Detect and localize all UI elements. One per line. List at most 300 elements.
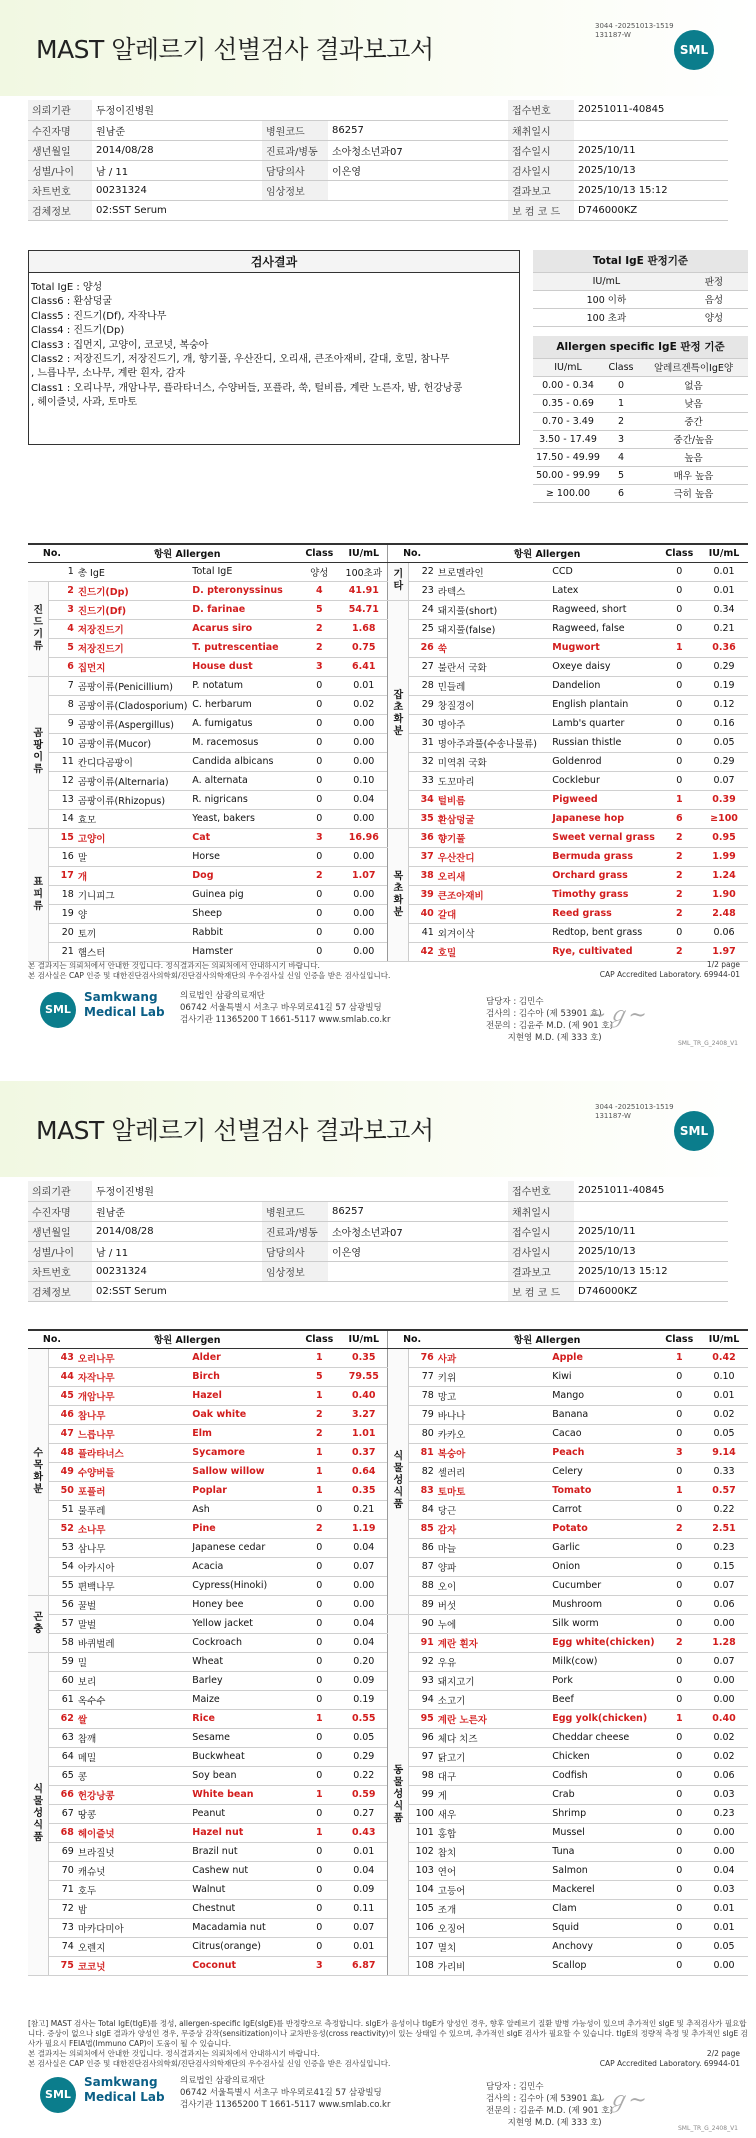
specimen-label: 검체정보 bbox=[28, 1281, 92, 1301]
allergen-value: 0.23 bbox=[700, 1538, 748, 1557]
allergen-korean-name: 곰팡이류(Aspergillus) bbox=[76, 714, 190, 733]
birth-value: 2014/08/28 bbox=[92, 140, 262, 160]
allergen-english-name: Banana bbox=[550, 1405, 658, 1424]
allergen-class: 3 bbox=[299, 657, 341, 676]
receipt-date-label: 접수일시 bbox=[508, 1221, 574, 1241]
test-date-label: 검사일시 bbox=[508, 160, 574, 180]
allergen-english-name: Alder bbox=[190, 1348, 298, 1367]
sml-logo: SML bbox=[674, 1111, 714, 1151]
allergen-number: 34 bbox=[409, 790, 436, 809]
allergen-class: 0 bbox=[299, 1899, 341, 1918]
allergen-class: 0 bbox=[658, 1766, 700, 1785]
allergen-english-name: Mushroom bbox=[550, 1595, 658, 1614]
doctor-value: 이은영 bbox=[328, 160, 508, 180]
allergen-english-name: Pine bbox=[190, 1519, 298, 1538]
allergen-value: 0.36 bbox=[700, 638, 748, 657]
allergen-number: 35 bbox=[409, 809, 436, 828]
specific-ige-col-class: Class bbox=[603, 358, 639, 376]
allergen-class: 0 bbox=[299, 1842, 341, 1861]
allergen-class: 1 bbox=[299, 1348, 341, 1367]
storage-value: D746000KZ bbox=[574, 1281, 728, 1301]
sex-age-value: 남 / 11 bbox=[92, 1241, 262, 1261]
allergen-korean-name: 옥수수 bbox=[76, 1690, 190, 1709]
allergen-korean-name: 버섯 bbox=[436, 1595, 550, 1614]
allergen-korean-name: 카카오 bbox=[436, 1424, 550, 1443]
allergen-number: 47 bbox=[49, 1424, 76, 1443]
allergen-value: 0.01 bbox=[700, 1899, 748, 1918]
patient-info-table bbox=[28, 100, 728, 221]
allergen-value: 2.51 bbox=[700, 1519, 748, 1538]
allergen-value: 0.15 bbox=[700, 1557, 748, 1576]
allergen-value: 0.01 bbox=[340, 676, 388, 695]
allergen-number: 92 bbox=[409, 1652, 436, 1671]
allergen-english-name: Mugwort bbox=[550, 638, 658, 657]
allergen-english-name: Hazel bbox=[190, 1386, 298, 1405]
allergen-value: 0.04 bbox=[340, 1538, 388, 1557]
criteria-cell: 2 bbox=[603, 412, 639, 430]
allergen-class: 0 bbox=[658, 1405, 700, 1424]
allergen-number: 105 bbox=[409, 1899, 436, 1918]
allergen-value: 0.07 bbox=[700, 1652, 748, 1671]
allergen-class: 0 bbox=[299, 1614, 341, 1633]
allergen-number: 36 bbox=[409, 828, 436, 847]
allergen-english-name: Tomato bbox=[550, 1481, 658, 1500]
allergen-value: 0.04 bbox=[340, 1633, 388, 1652]
allergen-number: 5 bbox=[49, 638, 76, 657]
header-no: No. bbox=[28, 1330, 76, 1348]
criteria-cell: 높음 bbox=[639, 448, 748, 466]
allergen-class: 1 bbox=[299, 1823, 341, 1842]
notice-line-2: 본 검사실은 CAP 인증 및 대한진단검사의학회/진단검사의학재단의 우수검사실 신임 인증을 받은 검사실입니다. bbox=[28, 971, 391, 980]
result-line: , 헤이즐넛, 사과, 토마토 bbox=[31, 397, 138, 409]
allergen-class: 0 bbox=[299, 714, 341, 733]
allergen-english-name: Scallop bbox=[550, 1956, 658, 1975]
criteria-cell: 4 bbox=[603, 448, 639, 466]
specific-ige-criteria-row bbox=[533, 430, 748, 448]
chart-value: 00231324 bbox=[92, 180, 262, 200]
allergen-value: 0.21 bbox=[340, 1500, 388, 1519]
allergen-korean-name: 도꼬마리 bbox=[436, 771, 550, 790]
allergen-number: 31 bbox=[409, 733, 436, 752]
page-number bbox=[600, 960, 740, 980]
allergen-class: 0 bbox=[658, 1842, 700, 1861]
hospital-code-value: 86257 bbox=[328, 1201, 508, 1221]
allergen-korean-name: 저장진드기 bbox=[76, 638, 190, 657]
allergen-english-name: Bermuda grass bbox=[550, 847, 658, 866]
header-allergen: 항원 Allergen bbox=[436, 544, 659, 562]
allergen-class: 0 bbox=[658, 1462, 700, 1481]
result-line: Class3 : 집먼지, 고양이, 코코넛, 복숭아 bbox=[31, 339, 209, 351]
allergen-korean-name: 곰팡이류(Alternaria) bbox=[76, 771, 190, 790]
total-ige-criteria-row bbox=[533, 308, 748, 326]
allergen-class: 0 bbox=[299, 1671, 341, 1690]
allergen-english-name: House dust bbox=[190, 657, 298, 676]
allergen-number: 85 bbox=[409, 1519, 436, 1538]
allergen-value: 2.48 bbox=[700, 904, 748, 923]
allergen-korean-name: 물푸레 bbox=[76, 1500, 190, 1519]
allergen-value: 0.33 bbox=[700, 1462, 748, 1481]
allergen-korean-name: 포플러 bbox=[76, 1481, 190, 1500]
allergen-english-name: Macadamia nut bbox=[190, 1918, 298, 1937]
allergen-number: 7 bbox=[49, 676, 76, 695]
criteria-cell: 0.70 - 3.49 bbox=[533, 412, 603, 430]
allergen-number: 102 bbox=[409, 1842, 436, 1861]
allergen-number: 1 bbox=[28, 562, 76, 581]
allergen-english-name: Horse bbox=[190, 847, 298, 866]
allergen-number: 27 bbox=[409, 657, 436, 676]
allergen-class: 0 bbox=[299, 1690, 341, 1709]
clinical-value bbox=[328, 180, 508, 200]
allergen-number: 15 bbox=[49, 828, 76, 847]
criteria-cell: 음성 bbox=[680, 290, 748, 308]
allergen-number: 29 bbox=[409, 695, 436, 714]
allergen-korean-name: 쌀 bbox=[76, 1709, 190, 1728]
allergen-class: 0 bbox=[658, 752, 700, 771]
allergen-value: 0.01 bbox=[340, 1937, 388, 1956]
result-line: Class4 : 진드기(Dp) bbox=[31, 325, 125, 337]
allergen-class: 0 bbox=[299, 904, 341, 923]
allergen-class: 4 bbox=[299, 581, 341, 600]
allergen-class: 2 bbox=[299, 619, 341, 638]
allergen-english-name: Buckwheat bbox=[190, 1747, 298, 1766]
lab-footer bbox=[28, 984, 748, 1054]
allergen-class: 0 bbox=[658, 1595, 700, 1614]
allergen-number: 32 bbox=[409, 752, 436, 771]
allergen-number: 25 bbox=[409, 619, 436, 638]
signature-mark: ~ℊ~ bbox=[588, 2088, 647, 2113]
allergen-english-name: Walnut bbox=[190, 1880, 298, 1899]
total-ige-criteria-row bbox=[533, 290, 748, 308]
allergen-class: 0 bbox=[658, 1747, 700, 1766]
allergen-english-name: Sallow willow bbox=[190, 1462, 298, 1481]
allergen-english-name: CCD bbox=[550, 562, 658, 581]
allergen-value: 0.04 bbox=[700, 1861, 748, 1880]
allergen-class: 3 bbox=[658, 1443, 700, 1462]
sml-logo: SML bbox=[674, 30, 714, 70]
specific-ige-criteria-row bbox=[533, 394, 748, 412]
cap-accreditation: CAP Accredited Laboratory. 69944-01 bbox=[599, 2059, 740, 2068]
allergen-number: 99 bbox=[409, 1785, 436, 1804]
allergen-value: 1.07 bbox=[340, 866, 388, 885]
allergen-number: 13 bbox=[49, 790, 76, 809]
allergen-class: 양성 bbox=[299, 562, 341, 581]
allergen-number: 72 bbox=[49, 1899, 76, 1918]
allergen-english-name: Rye, cultivated bbox=[550, 942, 658, 961]
allergen-english-name: Brazil nut bbox=[190, 1842, 298, 1861]
allergen-number: 62 bbox=[49, 1709, 76, 1728]
allergen-korean-name: 쑥 bbox=[436, 638, 550, 657]
allergen-value: 0.42 bbox=[700, 1348, 748, 1367]
allergen-class: 0 bbox=[299, 1633, 341, 1652]
allergen-english-name: Poplar bbox=[190, 1481, 298, 1500]
allergen-english-name: White bean bbox=[190, 1785, 298, 1804]
allergen-korean-name: 콩 bbox=[76, 1766, 190, 1785]
allergen-english-name: Cheddar cheese bbox=[550, 1728, 658, 1747]
allergen-korean-name: 미역취 국화 bbox=[436, 752, 550, 771]
allergen-number: 4 bbox=[49, 619, 76, 638]
allergen-korean-name: 마늘 bbox=[436, 1538, 550, 1557]
allergen-english-name: Honey bee bbox=[190, 1595, 298, 1614]
receipt-date-value: 2025/10/11 bbox=[574, 1221, 728, 1241]
result-summary-lines bbox=[29, 273, 519, 411]
category-label: 식물성식품 bbox=[388, 1348, 409, 1614]
allergen-number: 80 bbox=[409, 1424, 436, 1443]
criteria-cell: 극히 높음 bbox=[639, 484, 748, 502]
name-label: 수진자명 bbox=[28, 120, 92, 140]
allergen-value: 0.07 bbox=[700, 1576, 748, 1595]
category-label: 표피류 bbox=[28, 828, 49, 961]
allergen-value: 6.41 bbox=[340, 657, 388, 676]
allergen-number: 51 bbox=[49, 1500, 76, 1519]
allergen-korean-name: 키위 bbox=[436, 1367, 550, 1386]
allergen-value: 0.37 bbox=[340, 1443, 388, 1462]
allergen-value: 0.22 bbox=[340, 1766, 388, 1785]
allergen-class: 1 bbox=[658, 1348, 700, 1367]
allergen-korean-name: 저장진드기 bbox=[76, 619, 190, 638]
criteria-cell: 양성 bbox=[680, 308, 748, 326]
header-unit: IU/mL bbox=[700, 1330, 748, 1348]
allergen-number: 98 bbox=[409, 1766, 436, 1785]
allergen-korean-name: 향기풀 bbox=[436, 828, 550, 847]
allergen-value: 0.03 bbox=[700, 1880, 748, 1899]
collect-date-value bbox=[574, 1201, 728, 1221]
birth-label: 생년월일 bbox=[28, 1221, 92, 1241]
header-unit: IU/mL bbox=[340, 544, 388, 562]
allergen-korean-name: 곰팡이류(Rhizopus) bbox=[76, 790, 190, 809]
allergen-value: 0.05 bbox=[700, 733, 748, 752]
allergen-class: 6 bbox=[658, 809, 700, 828]
allergen-english-name: Ragweed, short bbox=[550, 600, 658, 619]
allergen-value: 0.02 bbox=[340, 695, 388, 714]
name-value: 원남준 bbox=[92, 120, 262, 140]
allergen-class: 0 bbox=[299, 1918, 341, 1937]
allergen-korean-name: 브라질넛 bbox=[76, 1842, 190, 1861]
allergen-english-name: P. notatum bbox=[190, 676, 298, 695]
allergen-number: 57 bbox=[49, 1614, 76, 1633]
allergen-english-name: Silk worm bbox=[550, 1614, 658, 1633]
specific-ige-col-unit: IU/mL bbox=[533, 358, 603, 376]
allergen-value: 0.07 bbox=[340, 1918, 388, 1937]
allergen-english-name: Codfish bbox=[550, 1766, 658, 1785]
allergen-english-name: Citrus(orange) bbox=[190, 1937, 298, 1956]
allergen-value: 0.00 bbox=[340, 942, 388, 961]
allergen-number: 93 bbox=[409, 1671, 436, 1690]
allergen-english-name: Beef bbox=[550, 1690, 658, 1709]
allergen-value: 6.87 bbox=[340, 1956, 388, 1975]
reference-note-text: [참고] MAST 검사는 Total IgE(tIgE)를 정성, allergen-specific IgE(sIgE)를 반정량으로 측정합니다. sIgE가 음성이나 tIgE가 양성인 경우, 향후 알레르기 질환 발병 가능성이 있으며 추가적인 sIgE 및 추적검사가 필요합니다. 증상이 없으나 sIgE 결과가 양성인 경우, 무증상 감작(sensitization)이나 교차반응성(cross reactivity)이 있는 상태일 수 있으며, 추가적인 sIgE 검사가 필요할 수 있습니다. tIgE의 정량적 측정 및 추가적인 sIgE 검사가 필요시 FEIA법(Immuno CAP)이 도움이 될 수 있습니다. bbox=[28, 2019, 748, 2048]
allergen-english-name: Sesame bbox=[190, 1728, 298, 1747]
allergen-korean-name: 헤이즐넛 bbox=[76, 1823, 190, 1842]
allergen-value: 0.43 bbox=[340, 1823, 388, 1842]
allergen-english-name: Acacia bbox=[190, 1557, 298, 1576]
allergen-korean-name: 진드기(Dp) bbox=[76, 581, 190, 600]
allergen-value: 1.68 bbox=[340, 619, 388, 638]
allergen-english-name: Total IgE bbox=[190, 562, 298, 581]
criteria-cell: 중간 bbox=[639, 412, 748, 430]
institution-value: 두정이진병원 bbox=[92, 1181, 508, 1201]
chart-label: 차트번호 bbox=[28, 180, 92, 200]
allergen-number: 17 bbox=[49, 866, 76, 885]
allergen-value: 0.04 bbox=[340, 790, 388, 809]
allergen-english-name: R. nigricans bbox=[190, 790, 298, 809]
allergen-value: 16.96 bbox=[340, 828, 388, 847]
allergen-number: 19 bbox=[49, 904, 76, 923]
allergen-class: 0 bbox=[658, 562, 700, 581]
allergen-english-name: Milk(cow) bbox=[550, 1652, 658, 1671]
allergen-korean-name: 오이 bbox=[436, 1576, 550, 1595]
allergen-class: 0 bbox=[299, 771, 341, 790]
allergen-korean-name: 대구 bbox=[436, 1766, 550, 1785]
allergen-value: 0.05 bbox=[700, 1424, 748, 1443]
receipt-no-value: 20251011-40845 bbox=[574, 100, 728, 120]
allergen-class: 0 bbox=[658, 1424, 700, 1443]
allergen-value: 0.16 bbox=[700, 714, 748, 733]
allergen-value: 0.00 bbox=[340, 714, 388, 733]
allergen-value: 0.39 bbox=[700, 790, 748, 809]
allergen-class: 1 bbox=[299, 1709, 341, 1728]
allergen-value: 0.07 bbox=[340, 1557, 388, 1576]
criteria-cell: 0 bbox=[603, 376, 639, 394]
test-date-label: 검사일시 bbox=[508, 1241, 574, 1261]
allergen-korean-name: 개 bbox=[76, 866, 190, 885]
allergen-english-name: Hamster bbox=[190, 942, 298, 961]
allergen-number: 18 bbox=[49, 885, 76, 904]
allergen-class: 2 bbox=[658, 828, 700, 847]
allergen-english-name: Mussel bbox=[550, 1823, 658, 1842]
allergen-english-name: Chestnut bbox=[190, 1899, 298, 1918]
header-allergen: 항원 Allergen bbox=[436, 1330, 659, 1348]
allergen-value: 0.00 bbox=[340, 1576, 388, 1595]
allergen-korean-name: 고등어 bbox=[436, 1880, 550, 1899]
allergen-value: 0.00 bbox=[340, 1595, 388, 1614]
allergen-korean-name: 체다 치즈 bbox=[436, 1728, 550, 1747]
allergen-value: 0.95 bbox=[700, 828, 748, 847]
criteria-cell: 낮음 bbox=[639, 394, 748, 412]
allergen-number: 81 bbox=[409, 1443, 436, 1462]
allergen-korean-name: 칸디다곰팡이 bbox=[76, 752, 190, 771]
allergen-number: 65 bbox=[49, 1766, 76, 1785]
category-label: 곰팡이류 bbox=[28, 676, 49, 828]
storage-value: D746000KZ bbox=[574, 200, 728, 220]
allergen-number: 20 bbox=[49, 923, 76, 942]
document-number: 3044 -20251013-1519 131187-W bbox=[595, 1103, 674, 1120]
allergen-number: 90 bbox=[409, 1614, 436, 1633]
criteria-cell: ≥ 100.00 bbox=[533, 484, 603, 502]
allergen-value: 0.00 bbox=[700, 1671, 748, 1690]
dept-value: 소아청소년과07 bbox=[328, 140, 508, 160]
allergen-value: 0.00 bbox=[340, 752, 388, 771]
allergen-english-name: Reed grass bbox=[550, 904, 658, 923]
allergen-number: 21 bbox=[49, 942, 76, 961]
allergen-korean-name: 마카다미아 bbox=[76, 1918, 190, 1937]
allergen-number: 106 bbox=[409, 1918, 436, 1937]
allergen-korean-name: 진드기(Df) bbox=[76, 600, 190, 619]
allergen-korean-name: 돼지풀(short) bbox=[436, 600, 550, 619]
allergen-number: 46 bbox=[49, 1405, 76, 1424]
allergen-korean-name: 닭고기 bbox=[436, 1747, 550, 1766]
allergen-value: 1.19 bbox=[340, 1519, 388, 1538]
allergen-english-name: Ash bbox=[190, 1500, 298, 1519]
category-label: 기타 bbox=[388, 562, 409, 600]
report-title: MAST 알레르기 선별검사 결과보고서 bbox=[36, 35, 434, 64]
allergen-class: 2 bbox=[658, 885, 700, 904]
allergen-class: 5 bbox=[299, 600, 341, 619]
allergen-value: 0.09 bbox=[340, 1671, 388, 1690]
allergen-korean-name: 양파 bbox=[436, 1557, 550, 1576]
allergen-korean-name: 우유 bbox=[436, 1652, 550, 1671]
allergen-value: 0.29 bbox=[700, 752, 748, 771]
allergen-value: 0.00 bbox=[700, 1614, 748, 1633]
allergen-class: 0 bbox=[658, 714, 700, 733]
allergen-number: 104 bbox=[409, 1880, 436, 1899]
lab-name: Samkwang Medical Lab bbox=[84, 990, 165, 1019]
allergen-number: 71 bbox=[49, 1880, 76, 1899]
doctor-label: 담당의사 bbox=[262, 1241, 328, 1261]
specific-ige-criteria-row bbox=[533, 412, 748, 430]
allergen-korean-name: 개암나무 bbox=[76, 1386, 190, 1405]
form-code: SML_TR_G_2408_V1 bbox=[677, 1040, 738, 1047]
allergen-english-name: Potato bbox=[550, 1519, 658, 1538]
allergen-class: 1 bbox=[299, 1462, 341, 1481]
allergen-value: 0.20 bbox=[340, 1652, 388, 1671]
allergen-class: 1 bbox=[658, 790, 700, 809]
criteria-cell: 100 초과 bbox=[533, 308, 680, 326]
report-date-label: 결과보고 bbox=[508, 180, 574, 200]
result-line: Total IgE : 양성 bbox=[31, 282, 103, 293]
allergen-korean-name: 감자 bbox=[436, 1519, 550, 1538]
allergen-english-name: Redtop, bent grass bbox=[550, 923, 658, 942]
allergen-number: 77 bbox=[409, 1367, 436, 1386]
allergen-korean-name: 땅콩 bbox=[76, 1804, 190, 1823]
allergen-korean-name: 외겨이삭 bbox=[436, 923, 550, 942]
allergen-english-name: Squid bbox=[550, 1918, 658, 1937]
cap-accreditation: CAP Accredited Laboratory. 69944-01 bbox=[599, 970, 740, 979]
allergen-class: 2 bbox=[658, 847, 700, 866]
allergen-korean-name: 코코넛 bbox=[76, 1956, 190, 1975]
allergen-english-name: Clam bbox=[550, 1899, 658, 1918]
allergen-number: 26 bbox=[409, 638, 436, 657]
allergen-number: 30 bbox=[409, 714, 436, 733]
allergen-korean-name: 새우 bbox=[436, 1804, 550, 1823]
allergen-number: 103 bbox=[409, 1861, 436, 1880]
allergen-value: 0.01 bbox=[700, 1386, 748, 1405]
allergen-class: 0 bbox=[658, 581, 700, 600]
allergen-korean-name: 연어 bbox=[436, 1861, 550, 1880]
allergen-value: 0.01 bbox=[700, 581, 748, 600]
allergen-class: 0 bbox=[658, 1956, 700, 1975]
allergen-korean-name: 효모 bbox=[76, 809, 190, 828]
allergen-number: 94 bbox=[409, 1690, 436, 1709]
allergen-value: 0.02 bbox=[700, 1747, 748, 1766]
criteria-cell: 3.50 - 17.49 bbox=[533, 430, 603, 448]
allergen-number: 100 bbox=[409, 1804, 436, 1823]
allergen-value: 0.27 bbox=[340, 1804, 388, 1823]
receipt-date-label: 접수일시 bbox=[508, 140, 574, 160]
allergen-value: 0.00 bbox=[340, 733, 388, 752]
allergen-number: 86 bbox=[409, 1538, 436, 1557]
criteria-cell: 중간/높음 bbox=[639, 430, 748, 448]
allergen-number: 8 bbox=[49, 695, 76, 714]
allergen-value: 0.05 bbox=[700, 1937, 748, 1956]
criteria-cell: 17.50 - 49.99 bbox=[533, 448, 603, 466]
allergen-korean-name: 집먼지 bbox=[76, 657, 190, 676]
allergen-korean-name: 명아주과풀(수송나물류) bbox=[436, 733, 550, 752]
allergen-english-name: Ragweed, false bbox=[550, 619, 658, 638]
allergen-number: 97 bbox=[409, 1747, 436, 1766]
storage-label: 보 컴 코 드 bbox=[508, 200, 574, 220]
allergen-class: 2 bbox=[658, 1633, 700, 1652]
allergen-class: 2 bbox=[299, 866, 341, 885]
